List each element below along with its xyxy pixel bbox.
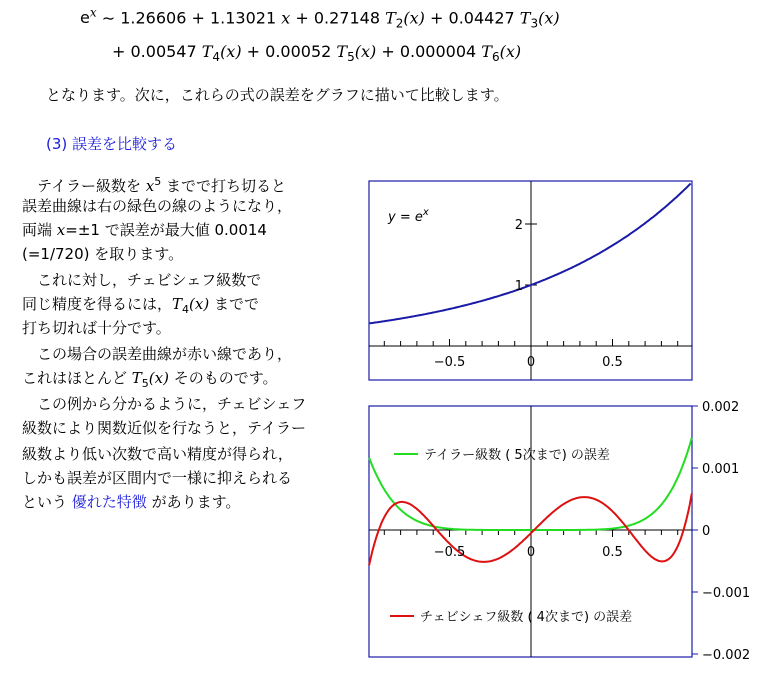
text-line: テイラー級数を $x^5$ までで打ち切ると xyxy=(22,175,286,195)
text-line: しかも誤差が区間内で一様に抑えられる xyxy=(22,469,293,487)
text-line: この例から分かるように，チェビシェフ xyxy=(22,395,307,413)
legend-chebyshev xyxy=(390,609,632,625)
x-tick-label: −0.5 xyxy=(433,355,466,370)
text-line: これはほとんど $T_5(x)$ そのものです。 xyxy=(22,369,278,390)
y-tick-label: 1 xyxy=(514,279,523,294)
svg-text:チェビシェフ級数 ( 4次まで) の誤差: チェビシェフ級数 ( 4次まで) の誤差 xyxy=(420,610,633,625)
exp-series-line xyxy=(370,184,691,324)
y-tick-label: 0.001 xyxy=(702,462,740,477)
text-line: これに対し，チェビシェフ級数で xyxy=(22,271,262,289)
text-line: という 優れた特徴 があります。 xyxy=(22,493,241,511)
text-line: 両端 x=±1 で誤差が最大値 0.0014 xyxy=(22,221,267,239)
equation-line-2: + 0.00547 $T_4(x) + 0.00052$ $T_5(x) + 0.000004$ $T_6(x)$ xyxy=(112,42,522,65)
intro-paragraph: となります。次に，これらの式の誤差をグラフに描いて比較します。 xyxy=(46,86,509,104)
x-tick-label: 0.5 xyxy=(602,545,623,560)
y-tick-label: −0.002 xyxy=(702,648,751,663)
taylor-error-line xyxy=(369,438,692,530)
text-line: 打ち切れば十分です。 xyxy=(22,319,171,337)
y-tick-label: 2 xyxy=(514,218,523,233)
y-tick-label: 0.002 xyxy=(702,400,740,415)
link-superior-feature[interactable]: 優れた特徴 xyxy=(71,493,147,511)
y-tick-label: −0.001 xyxy=(702,586,751,601)
legend-taylor xyxy=(394,447,610,463)
x-tick-label: 0 xyxy=(526,355,536,370)
x-tick-label: 0 xyxy=(526,545,536,560)
x-tick-label: −0.5 xyxy=(433,545,466,560)
text-line: 級数より低い次数で高い精度が得られ， xyxy=(22,445,293,463)
chart1-frame xyxy=(369,181,692,380)
text-line: 級数により関数近似を行なうと，テイラー xyxy=(22,419,306,437)
chebyshev-error-line xyxy=(369,494,692,566)
chart2-frame xyxy=(369,406,692,657)
svg-text:テイラー級数 ( 5次まで) の誤差: テイラー級数 ( 5次まで) の誤差 xyxy=(424,448,610,463)
eq-lhs: $e^x$ xyxy=(80,6,97,28)
text-line: (=1/720) を取ります。 xyxy=(22,245,184,263)
section-heading[interactable]: (3) 誤差を比較する xyxy=(46,135,178,153)
y-tick-label: 0 xyxy=(702,524,711,539)
text-line: この場合の誤差曲線が赤い線であり， xyxy=(22,345,293,363)
exp-annotation: $y = e^x$ xyxy=(388,207,429,225)
equation-line-1: $e^x$ ∼ 1.26606 + 1.13021 x + 0.27148 $T_2(x) + 0.04427$ $T_3(x)$ xyxy=(80,6,560,31)
text-line: 同じ精度を得るには，$T_4(x)$ までで xyxy=(22,295,259,316)
text-line: 誤差曲線は右の緑色の線のようになり， xyxy=(22,197,293,215)
x-tick-label: 0.5 xyxy=(602,355,623,370)
